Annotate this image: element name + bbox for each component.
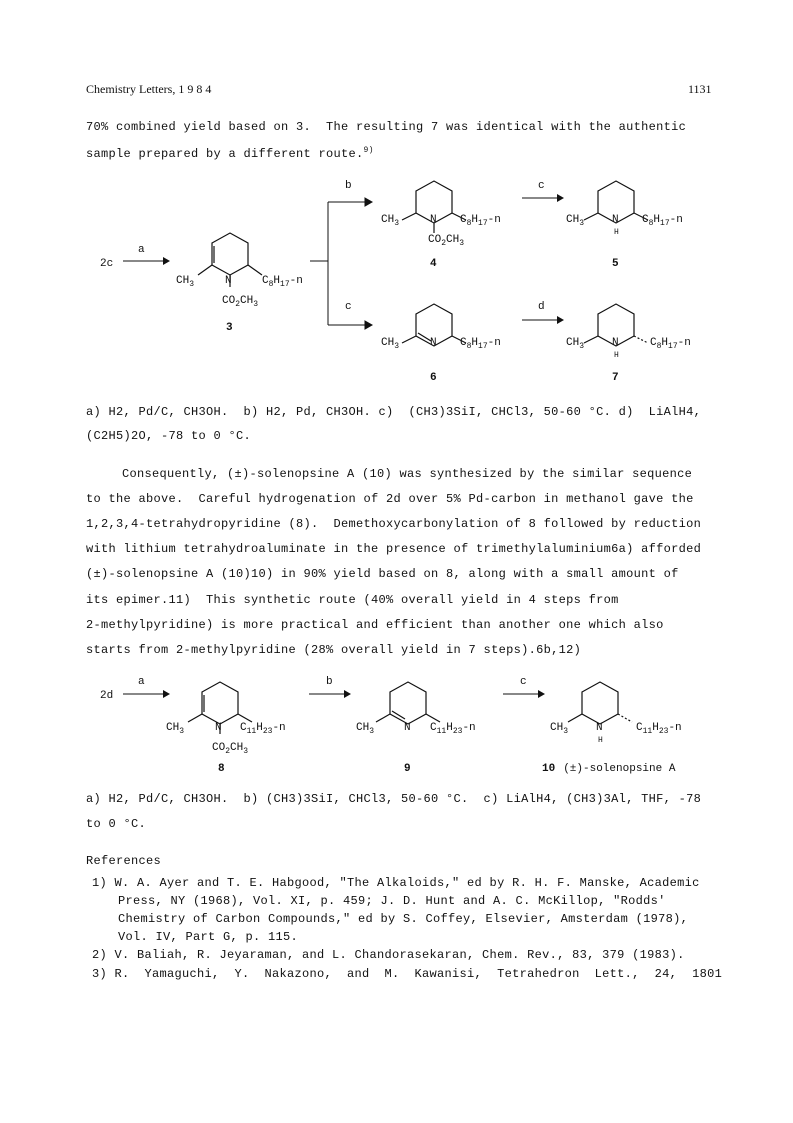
para2-line6: its epimer.11) This synthetic route (40% overall yield in 4 steps from (86, 593, 619, 607)
para2-line1: Consequently, (±)-solenopsine A (10) was synthesized by the similar sequence (122, 467, 693, 481)
svg-text:CH3: $CH_3$ (356, 722, 375, 736)
reference-3: 3) R. Yamaguchi, Y. Nakazono, and M. Kawanisi, Tetrahedron Lett., 24, 1801 (92, 967, 723, 981)
compound-7-number: 7 (612, 372, 619, 384)
journal-header: Chemistry Letters, 1 9 8 4 (86, 82, 212, 96)
scheme2-conditions-line2: to 0 °C. (86, 817, 147, 831)
svg-text:N: N (404, 722, 411, 734)
scheme2-conditions-line1: a) H2, Pd/C, CH3OH. b) (CH3)3SiI, CHCl3, 50-60 °C. c) LiAlH4, (CH3)3Al, THF, -78 (86, 792, 702, 806)
scheme2-step-a: a (138, 676, 145, 688)
svg-text:N: N (596, 722, 603, 734)
svg-text:H: H (614, 351, 619, 360)
scheme1-start-label: 2c (100, 258, 114, 270)
svg-text:CH3: $CH_3$ (381, 337, 400, 351)
scheme-2 (0, 668, 793, 778)
para1-line2: sample prepared by a different route.$^{9)}$ (86, 146, 374, 161)
svg-text:N: N (612, 214, 619, 226)
compound-9-number: 9 (404, 763, 411, 775)
scheme1-step-c2: c (538, 180, 545, 192)
svg-text:C8H17-n: $C_8H_{17}-n$ (642, 214, 683, 228)
scheme-1 (0, 170, 793, 385)
svg-text:H: H (614, 228, 619, 237)
scheme2-step-c: c (520, 676, 527, 688)
scheme1-branch (310, 198, 372, 329)
svg-text:CO2CH3: $CO_2CH_3$ (428, 234, 465, 248)
scheme1-arrow-d (522, 316, 564, 324)
para2-line7: 2-methylpyridine) is more practical and efficient than another one which also (86, 618, 664, 632)
svg-text:C11H23-n: $C_{11}H_{23}-n$ (430, 722, 476, 736)
reference-1-line2: Press, NY (1968), Vol. XI, p. 459; J. D. Hunt and A. C. McKillop, "Rodds' (118, 894, 666, 908)
svg-text:N: N (612, 337, 619, 349)
svg-text:CO2CH3: $CO_2CH_3$ (212, 742, 249, 756)
svg-text:N: N (430, 214, 437, 226)
para2-line8: starts from 2-methylpyridine (28% overall yield in 7 steps).6b,12) (86, 643, 582, 657)
scheme1-step-c1: c (345, 301, 352, 313)
compound-5-number: 5 (612, 258, 619, 270)
reference-2: 2) V. Baliah, R. Jeyaraman, and L. Chandorasekaran, Chem. Rev., 83, 379 (1983). (92, 948, 685, 962)
svg-text:C8H17-n: $C_8H_{17}-n$ (650, 337, 691, 351)
svg-text:CH3: $CH_3$ (166, 722, 185, 736)
svg-text:CO2CH3: $CO_2CH_3$ (222, 295, 259, 309)
scheme1-step-d: d (538, 301, 545, 313)
para2-line5: (±)-solenopsine A (10)10) in 90% yield based on 8, along with a small amount of (86, 567, 679, 581)
svg-text:C11H23-n: $C_{11}H_{23}-n$ (240, 722, 286, 736)
svg-text:CH3: $CH_3$ (566, 337, 585, 351)
scheme2-arrow-a (123, 690, 170, 698)
compound-9-structure (376, 682, 440, 724)
scheme1-arrow-a (123, 257, 170, 265)
compound-10-structure (568, 682, 632, 724)
svg-text:N: N (225, 275, 232, 287)
compound-6-number: 6 (430, 372, 437, 384)
para2-line2: to the above. Careful hydrogenation of 2d over 5% Pd-carbon in methanol gave the (86, 492, 694, 506)
svg-text:C8H17-n: $C_8H_{17}-n$ (460, 337, 501, 351)
para1-line1: 70% combined yield based on 3. The resulting 7 was identical with the authentic (86, 120, 687, 134)
svg-text:N: N (215, 722, 222, 734)
para2-line4: with lithium tetrahydroaluminate in the presence of trimethylaluminium6a) afforded (86, 542, 702, 556)
svg-text:C8H17-n: $C_8H_{17}-n$ (460, 214, 501, 228)
compound-3-number: 3 (226, 322, 233, 334)
svg-text:N: N (430, 337, 437, 349)
scheme2-arrow-b (309, 690, 351, 698)
scheme1-conditions-line1: a) H2, Pd/C, CH3OH. b) H2, Pd, CH3OH. c) (CH3)3SiI, CHCl3, 50-60 °C. d) LiAlH4, (86, 405, 702, 419)
svg-text:CH3: $CH_3$ (176, 275, 195, 289)
svg-text:CH3: $CH_3$ (381, 214, 400, 228)
svg-text:CH3: $CH_3$ (566, 214, 585, 228)
page-number: 1131 (688, 82, 712, 96)
reference-1-line1: 1) W. A. Ayer and T. E. Habgood, "The Alkaloids," ed by R. H. F. Manske, Academic (92, 876, 700, 890)
scheme1-conditions-line2: (C2H5)2O, -78 to 0 °C. (86, 429, 252, 443)
para2-line3: 1,2,3,4-tetrahydropyridine (8). Demethoxycarbonylation of 8 followed by reduction (86, 517, 702, 531)
reference-1-line4: Vol. IV, Part G, p. 115. (118, 930, 299, 944)
scheme1-step-b: b (345, 180, 352, 192)
scheme1-step-a: a (138, 244, 145, 256)
compound-8-number: 8 (218, 763, 225, 775)
svg-text:C8H17-n: $C_8H_{17}-n$ (262, 275, 303, 289)
svg-text:CH3: $CH_3$ (550, 722, 569, 736)
compound-10-label: 10 (±)-solenopsine A (542, 763, 676, 775)
scheme1-arrow-c2 (522, 194, 564, 202)
scheme2-start-label: 2d (100, 690, 114, 702)
compound-4-number: 4 (430, 258, 437, 270)
scheme2-step-b: b (326, 676, 333, 688)
reference-1-line3: Chemistry of Carbon Compounds," ed by S. Coffey, Elsevier, Amsterdam (1978), (118, 912, 689, 926)
references-heading: References (86, 854, 162, 868)
scheme2-arrow-c (503, 690, 545, 698)
svg-text:H: H (598, 736, 603, 745)
svg-text:C11H23-n: $C_{11}H_{23}-n$ (636, 722, 682, 736)
